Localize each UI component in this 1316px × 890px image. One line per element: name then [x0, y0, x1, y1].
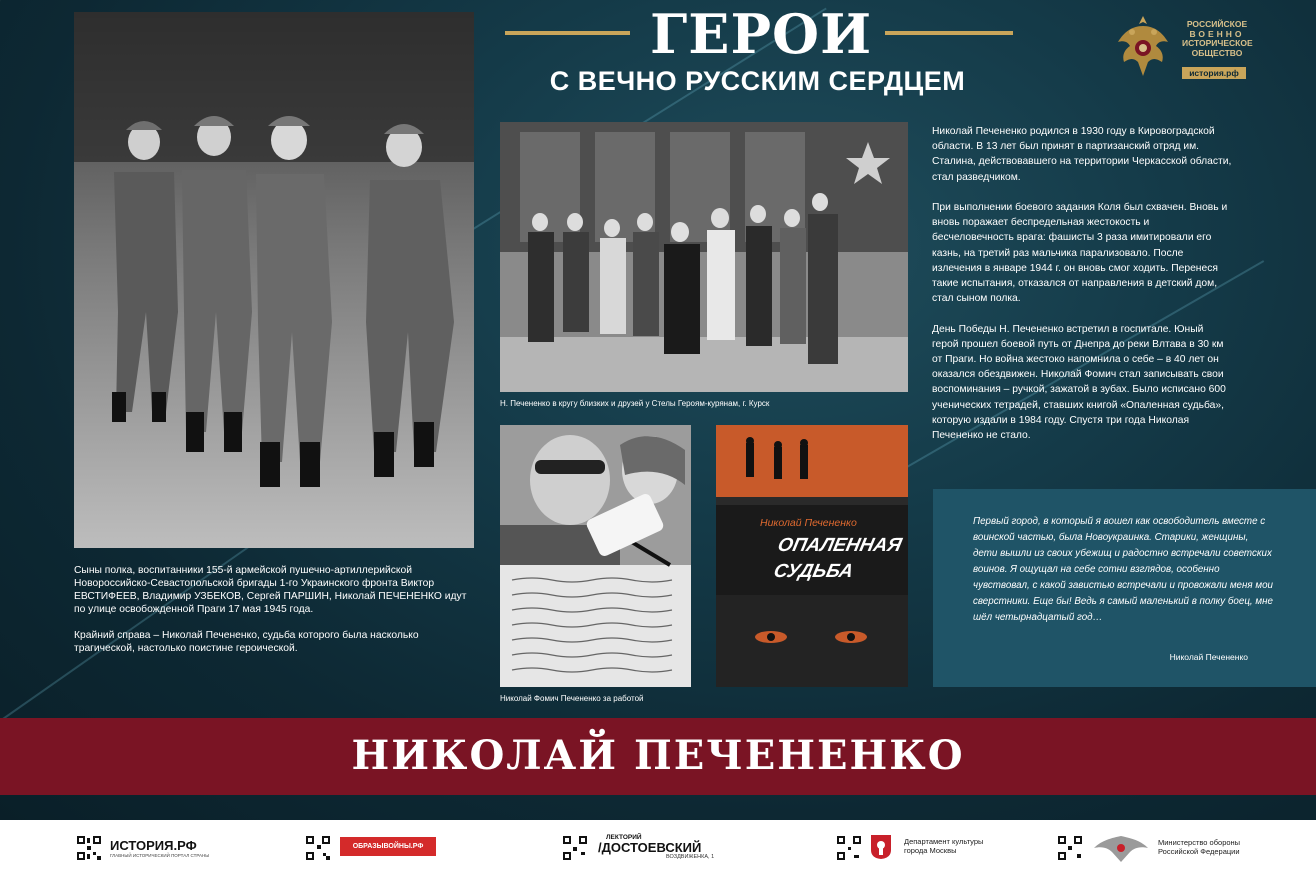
lectory-line3: ВОЗДВИЖЕНКА, 1	[666, 854, 715, 860]
double-headed-eagle-icon	[1112, 12, 1174, 82]
page-subtitle: С ВЕЧНО РУССКИМ СЕРДЦЕМ	[549, 66, 966, 96]
photo-man-writing	[500, 425, 691, 687]
rvio-tag: история.рф	[1182, 67, 1246, 79]
rvio-text	[1182, 20, 1252, 58]
soldiers-caption-p1: Сыны полка, воспитанники 155-й армейской пушечно-артиллерийской Новороссийско-Севастопольской бригады 1-го Украинского фронта Виктор ЕВСТИФЕЕВ, Владимир УЗБЕКОВ, Сергей ПАРШИН, Николай ПЕЧЕНЕНКО идут по улице освобожденной Праги 17 мая 1945 года.	[74, 565, 467, 615]
istoria-logo-text: ИСТОРИЯ.РФ	[110, 838, 197, 853]
page-title: ГЕРОИ	[650, 2, 873, 66]
dept-line2: города Москвы	[904, 846, 957, 855]
photo-boy-soldiers	[74, 12, 474, 548]
ministry-of-defense-logo	[1158, 838, 1240, 856]
rvio-logo	[1112, 12, 1252, 82]
moscow-coat-of-arms-icon	[870, 834, 892, 860]
qr-code-icon	[562, 835, 588, 861]
lectory-dostoevsky-logo	[598, 834, 714, 860]
group-photo-caption: Н. Печененко в кругу близких и друзей у Стелы Героям-курянам, г. Курск	[500, 399, 770, 408]
book-title-line1: ОПАЛЕННАЯ	[775, 535, 904, 556]
rvio-line: ОБЩЕСТВО	[1191, 47, 1243, 58]
partners-footer	[0, 820, 1316, 890]
book-title-line2: СУДЬБА	[771, 561, 856, 582]
rvio-line: ИСТОРИЧЕСКОЕ	[1182, 38, 1253, 48]
qr-code-icon	[76, 835, 102, 861]
soldiers-caption-p2: Крайний справа – Николай Печененко, судьба которого была насколько трагической, настолько поистине героической.	[74, 630, 419, 654]
photo-group-memorial	[500, 122, 908, 392]
mod-line2: Российской Федерации	[1158, 847, 1240, 856]
mod-eagle-emblem-icon	[1092, 832, 1150, 864]
hero-name: НИКОЛАЙ ПЕЧЕНЕНКО	[351, 732, 965, 779]
book-cover	[716, 425, 908, 687]
quote-author: Николай Печененко	[1169, 652, 1248, 662]
title-rule-left	[505, 31, 630, 35]
book-author: Николай Печененко	[760, 517, 857, 529]
qr-code-icon	[305, 835, 331, 861]
quote-box	[933, 489, 1316, 687]
quote-text: Первый город, в который я вошел как освободитель вместе с воинской частью, была Новоукраинка. Старики, женщины, дети вышли из своих убежищ и радостно встречали советских воинов. Я ощущал на себе сотни взглядов, особенно чувствовал, с какой завистью встречали и провожали меня мои сверстники. Еще бы! Ведь я самый маленький в полку боец, мне шёл четырнадцатый год…	[973, 516, 1273, 623]
mod-line1: Министерство обороны	[1158, 838, 1241, 847]
qr-code-icon	[1057, 835, 1083, 861]
biography-p3: День Победы Н. Печененко встретил в госпитале. Юный герой прошел боевой путь от Днепра до реки Влтава в 30 км от Праги. Но война жестоко напомнила о себе – в 40 лет он оказался обездвижен. Николай Фомич стал записывать свои воспоминания – ручкой, зажатой в зубах. Было исписано 600 ученических тетрадей, ставших книгой «Опаленная судьба», которую издали в 1984 году. Спустя три года Николая Печененко не стало.	[932, 323, 1226, 442]
rvio-line: ВОЕННО	[1189, 28, 1245, 39]
biography-p1: Николай Печененко родился в 1930 году в Кировоградской области. В 13 лет был принят в партизанский отряд им. Сталина, действовавшего на территории Черкасской области, стал разведчиком.	[932, 126, 1232, 183]
rvio-line: РОССИЙСКОЕ	[1186, 19, 1248, 29]
lectory-line2: /ДОСТОЕВСКИЙ	[598, 840, 702, 855]
moscow-culture-dept-logo	[904, 837, 983, 855]
soldiers-caption	[74, 564, 474, 655]
dept-line1: Департамент культуры	[904, 837, 984, 846]
title-rule-right	[885, 31, 1013, 35]
name-banner	[0, 718, 1316, 795]
biography-p2: При выполнении боевого задания Коля был схвачен. Вновь и вновь поражает беспредельная жестокость и бесчеловечность врага: фашисты 3 раза имитировали его казнь, на третий раз мальчика парализовало. После излечения в январе 1944 г. он вновь смог ходить. Перенеся такие испытания, отказался от направления в детский дом, стал сыном полка.	[932, 202, 1228, 305]
istoria-logo-sub: ГЛАВНЫЙ ИСТОРИЧЕСКИЙ ПОРТАЛ СТРАНЫ	[110, 853, 210, 858]
obrazy-voyny-logo: ОБРАЗЫВОЙНЫ.РФ	[340, 837, 436, 856]
istoria-logo	[110, 838, 209, 858]
qr-code-icon	[836, 835, 862, 861]
lectory-line1: ЛЕКТОРИЙ	[606, 834, 642, 841]
biography-text	[932, 124, 1232, 443]
work-photo-caption: Николай Фомич Печененко за работой	[500, 694, 644, 703]
